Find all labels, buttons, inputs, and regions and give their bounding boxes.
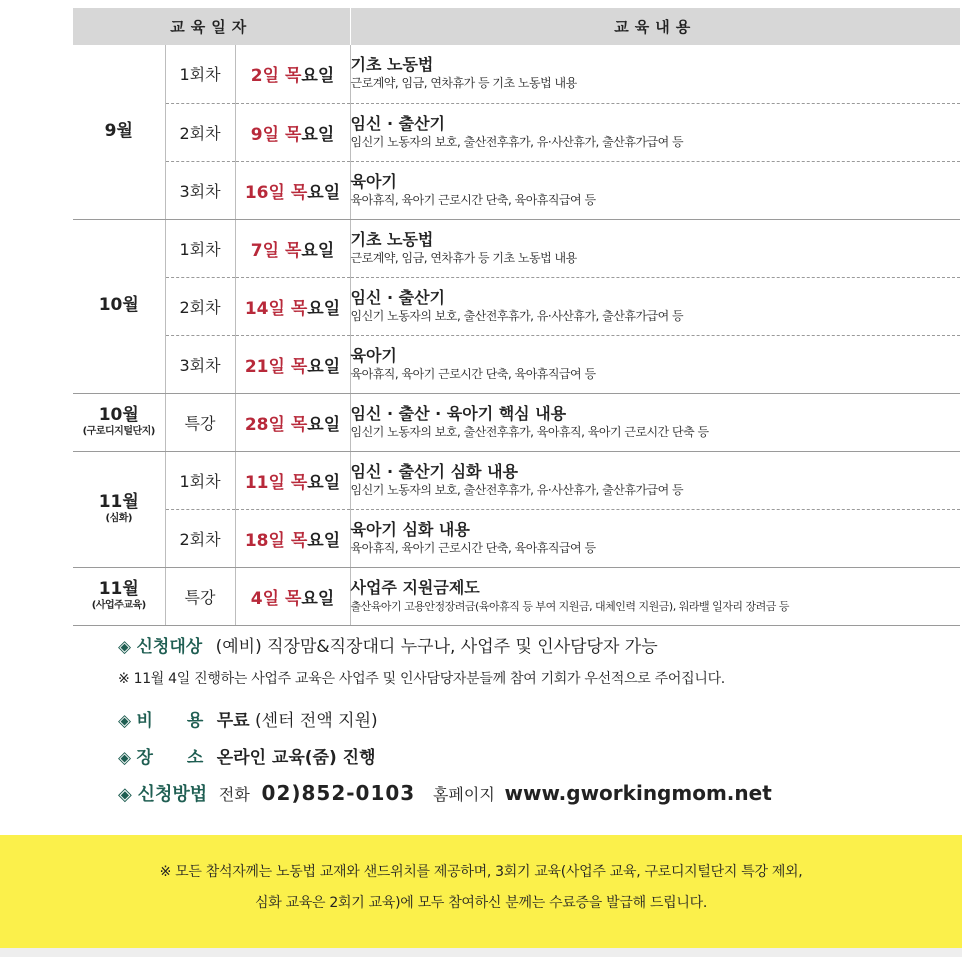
schedule-table [73, 8, 960, 626]
session-cell: 1회차 [165, 219, 235, 277]
session-cell: 특강 [165, 567, 235, 625]
session-cell: 1회차 [165, 45, 235, 103]
info-target [118, 632, 658, 657]
place-value: 온라인 교육(줌) 진행 [216, 748, 376, 768]
content-cell: 임신 · 출산기 임신기 노동자의 보호, 출산전후휴가, 유·사산휴가, 출산휴가급여 등 [350, 277, 960, 335]
bottom-strip [0, 948, 962, 957]
month-cell: 10월 [73, 219, 165, 393]
content-cell: 임신 · 출산기 임신기 노동자의 보호, 출산전후휴가, 유·사산휴가, 출산휴가급여 등 [350, 103, 960, 161]
cost-bold: 무료 [216, 711, 250, 731]
table-row [73, 277, 960, 335]
content-cell: 육아기 육아휴직, 육아기 근로시간 단축, 육아휴직급여 등 [350, 335, 960, 393]
month-cell: 11월 (심화) [73, 451, 165, 567]
diamond-icon: ◈ [118, 637, 132, 657]
footer-line-2: 심화 교육은 2회기 교육)에 모두 참여하신 분께는 수료증을 발급해 드립니다. [255, 895, 707, 911]
table-row [73, 45, 960, 103]
table-header [73, 8, 960, 45]
footer-line-1: ※ 모든 참석자께는 노동법 교재와 샌드위치를 제공하며, 3회기 교육(사업주 교육, 구로디지털단지 특강 제외, [159, 864, 803, 880]
content-cell: 기초 노동법 근로계약, 임금, 연차휴가 등 기초 노동법 내용 [350, 219, 960, 277]
diamond-icon: ◈ [118, 784, 132, 805]
content-cell: 임신 · 출산 · 육아기 핵심 내용 임신기 노동자의 보호, 출산전후휴가, 육아휴직, 육아기 근로시간 단축 등 [350, 393, 960, 451]
info-place [118, 743, 376, 768]
table-row [73, 509, 960, 567]
session-cell: 특강 [165, 393, 235, 451]
month-cell: 11월 (사업주교육) [73, 567, 165, 625]
cost-rest: (센터 전액 지원) [255, 711, 378, 731]
employer-note: ※ 11월 4일 진행하는 사업주 교육은 사업주 및 인사담당자분들께 참여 기회가 우선적으로 주어집니다. [118, 671, 725, 687]
apply-phone[interactable]: 02)852-0103 [261, 781, 416, 805]
day-cell: 28일 목요일 [235, 393, 350, 451]
session-cell: 3회차 [165, 161, 235, 219]
table-row [73, 335, 960, 393]
month-cell: 9월 [73, 45, 165, 219]
table-row [73, 103, 960, 161]
apply-phone-label: 전화 [218, 785, 250, 804]
apply-web-link[interactable]: www.gworkingmom.net [504, 781, 772, 805]
info-apply [118, 780, 772, 806]
day-cell: 2일 목요일 [235, 45, 350, 103]
day-cell: 4일 목요일 [235, 567, 350, 625]
content-cell: 사업주 지원금제도 출산육아기 고용안정장려금(육아휴직 등 부여 지원금, 대체인력 지원금), 워라밸 일자리 장려금 등 [350, 567, 960, 625]
session-cell: 2회차 [165, 509, 235, 567]
day-cell: 9일 목요일 [235, 103, 350, 161]
diamond-icon: ◈ [118, 748, 132, 768]
content-cell: 기초 노동법 근로계약, 임금, 연차휴가 등 기초 노동법 내용 [350, 45, 960, 103]
content-cell: 육아기 육아휴직, 육아기 근로시간 단축, 육아휴직급여 등 [350, 161, 960, 219]
session-cell: 2회차 [165, 277, 235, 335]
day-cell: 18일 목요일 [235, 509, 350, 567]
day-cell: 21일 목요일 [235, 335, 350, 393]
day-cell: 16일 목요일 [235, 161, 350, 219]
table-row [73, 567, 960, 625]
target-label: 신청대상 [136, 637, 203, 657]
session-cell: 3회차 [165, 335, 235, 393]
table-row [73, 219, 960, 277]
session-cell: 1회차 [165, 451, 235, 509]
header-date: 교육일자 [73, 8, 350, 45]
apply-label: 신청방법 [137, 784, 208, 805]
table-row [73, 451, 960, 509]
month-cell: 10월 (구로디지털단지) [73, 393, 165, 451]
session-cell: 2회차 [165, 103, 235, 161]
content-cell: 육아기 심화 내용 육아휴직, 육아기 근로시간 단축, 육아휴직급여 등 [350, 509, 960, 567]
target-value: (예비) 직장맘&직장대디 누구나, 사업주 및 인사담당자 가능 [215, 637, 658, 657]
diamond-icon: ◈ [118, 711, 132, 731]
content-cell: 임신 · 출산기 심화 내용 임신기 노동자의 보호, 출산전후휴가, 유·사산휴가, 출산휴가급여 등 [350, 451, 960, 509]
table-row [73, 393, 960, 451]
footer-notice [0, 835, 962, 948]
table-row [73, 161, 960, 219]
cost-label: 비 용 [136, 711, 204, 731]
day-cell: 7일 목요일 [235, 219, 350, 277]
apply-web-label: 홈페이지 [432, 785, 495, 804]
info-cost [118, 706, 378, 731]
day-cell: 14일 목요일 [235, 277, 350, 335]
place-label: 장 소 [136, 748, 204, 768]
header-content: 교육내용 [350, 8, 960, 45]
day-cell: 11일 목요일 [235, 451, 350, 509]
